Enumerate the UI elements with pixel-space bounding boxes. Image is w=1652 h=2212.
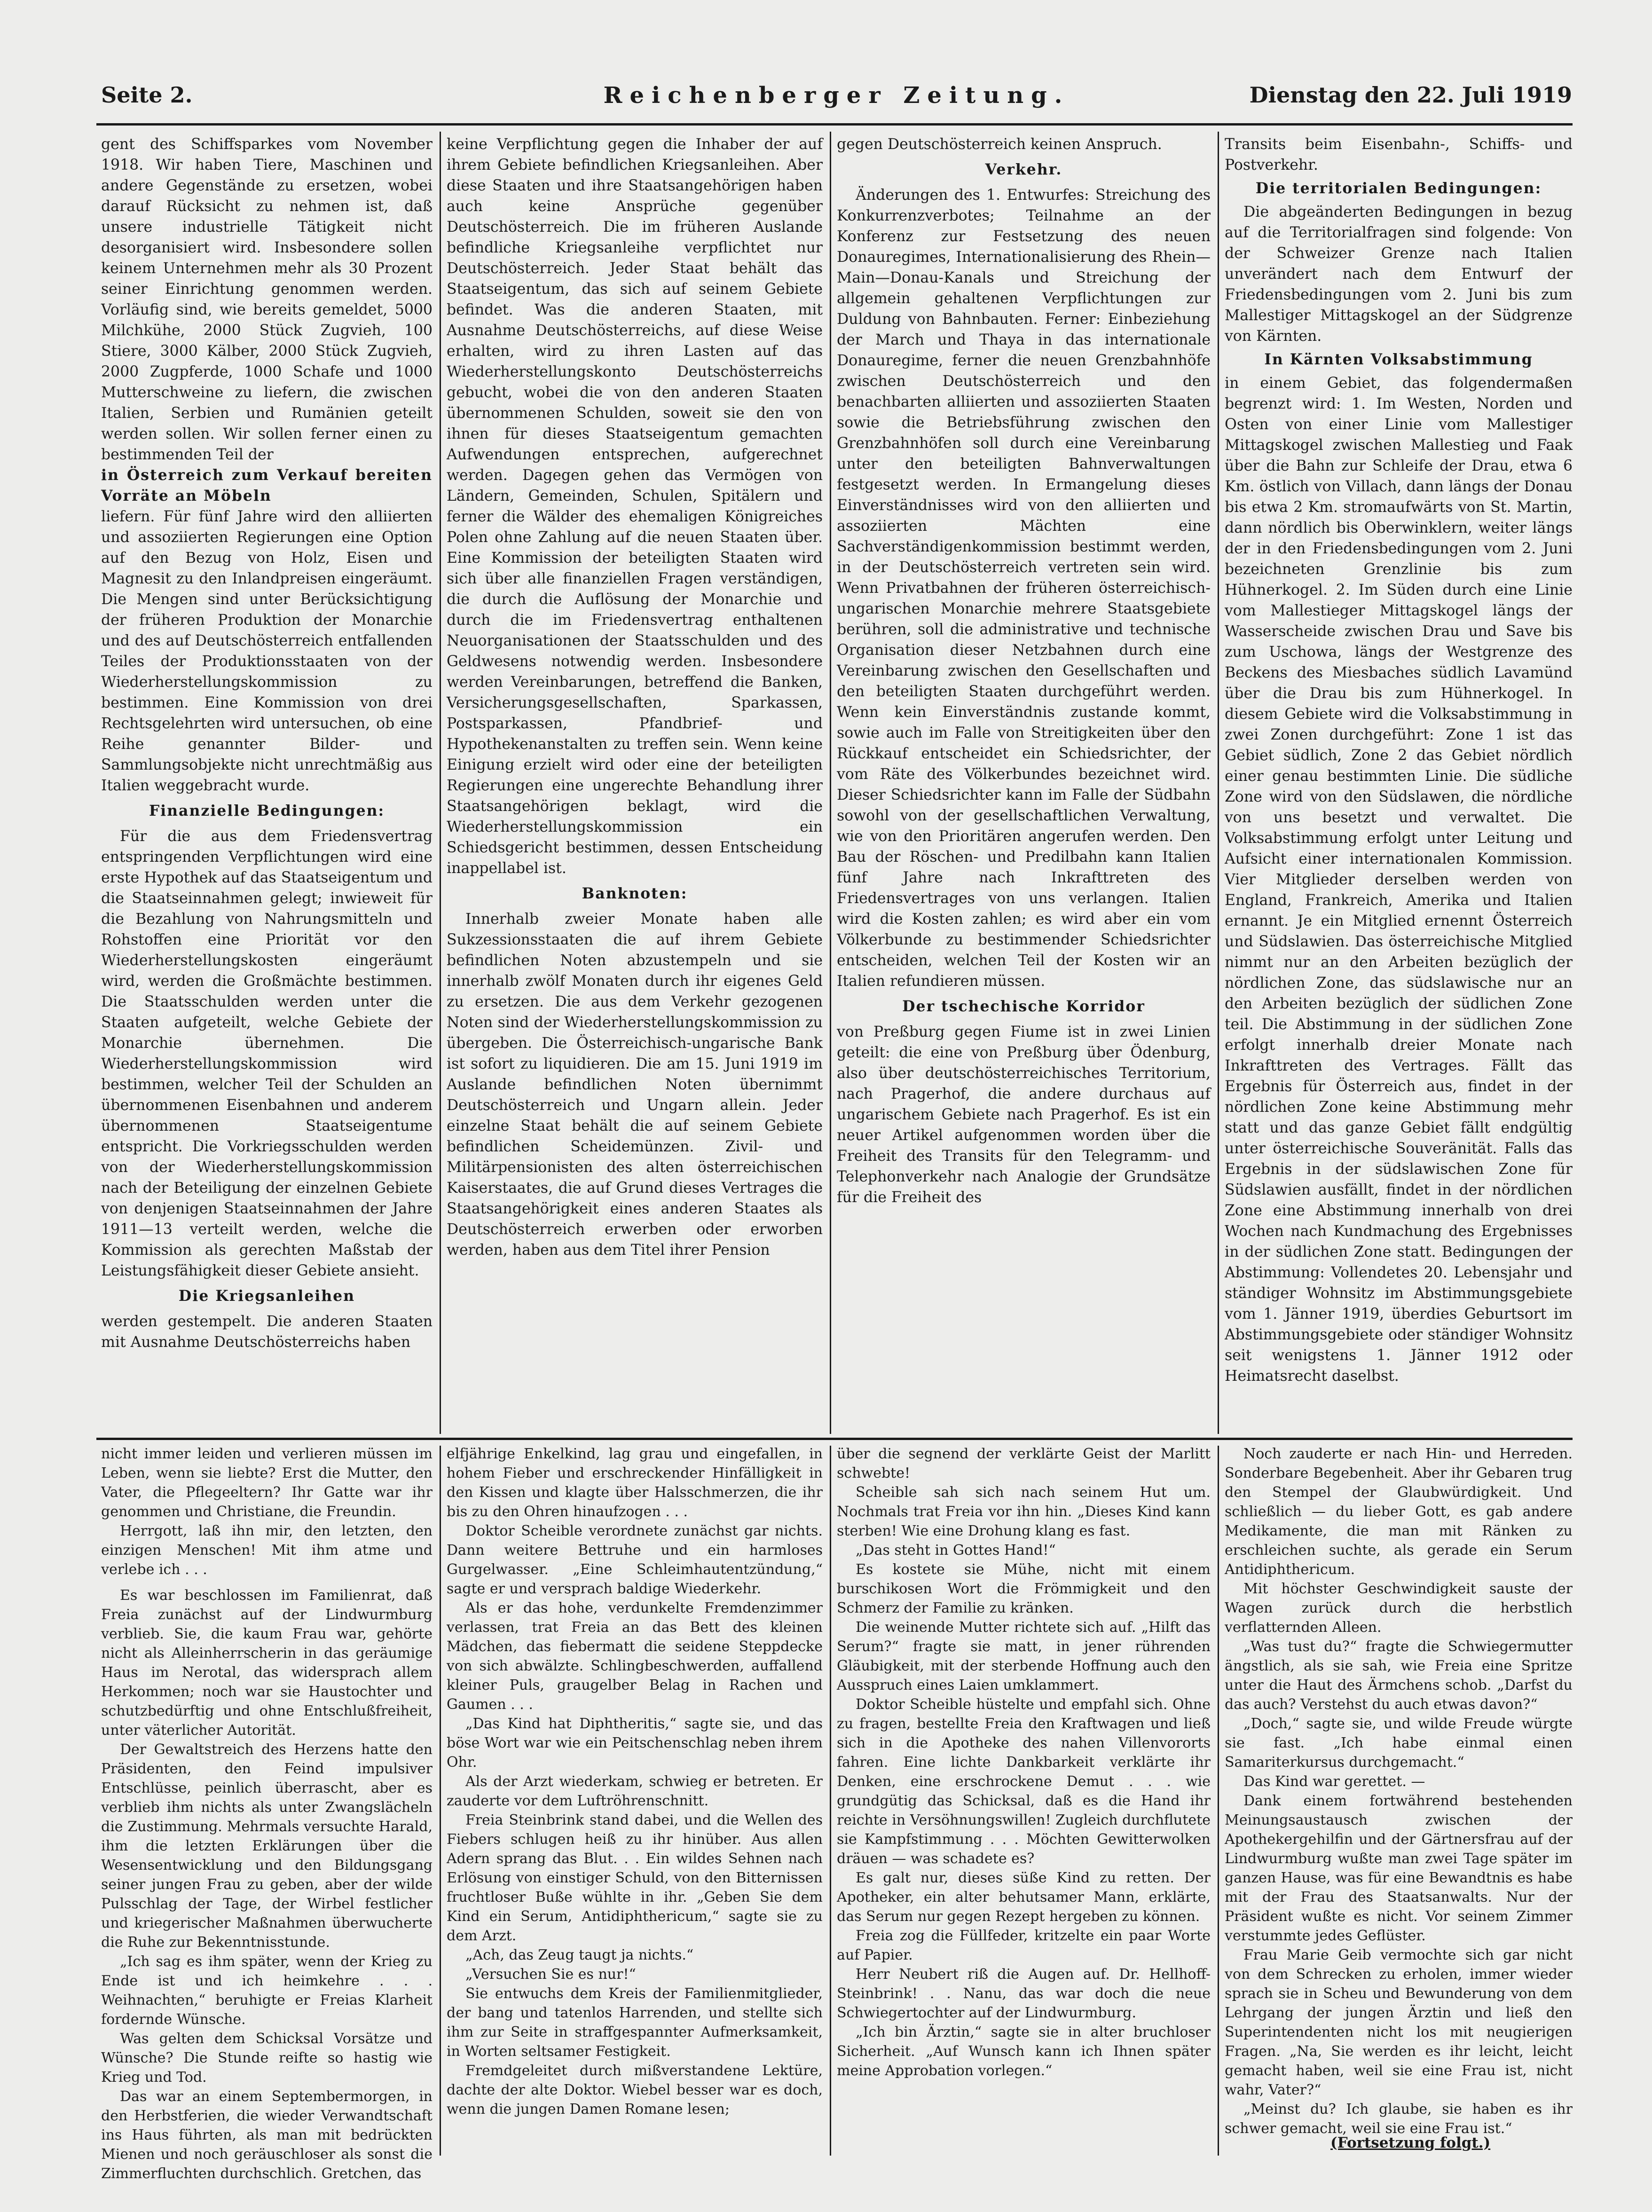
- paragraph: von Preßburg gegen Fiume ist in zwei Linien geteilt: die eine von Preßburg über Ödenburg, also über deutschösterreichisches Territorium, nach Pragerhof, die andere durchaus auf ungarischem Gebiete nach Pragerhof. Es ist ein neuer Artikel aufgenommen worden über die Freiheit des Transits für den Telegramm- und Telephonverkehr nach Analogie der Grundsätze für die Freiheit des: [837, 1023, 1211, 1206]
- paragraph: Als er das hohe, verdunkelte Fremdenzimmer verlassen, trat Freia an das Bett des kleinen Mädchen, das fiebermatt die seidene Steppdecke von sich abwälzte. Schlingbeschwerden, auffallend kleiner Puls, graugelber Belag in Rachen und Gaumen . . .: [447, 1600, 823, 1713]
- section-heading: In Kärnten Volksabstimmung: [1264, 351, 1533, 368]
- paragraph: Es kostete sie Mühe, nicht mit einem burschikosen Wort die Frömmigkeit und den Schmerz der Familie zu kränken.: [837, 1561, 1211, 1616]
- paragraph: gegen Deutschösterreich keinen Anspruch.: [837, 136, 1162, 153]
- section-heading: Die territorialen Bedingungen:: [1255, 180, 1542, 197]
- subheading: in Österreich zum Verkauf bereiten Vorräte an Möbeln: [101, 466, 433, 504]
- paragraph: Innerhalb zweier Monate haben alle Sukzessionsstaaten die auf ihrem Gebiete befindlichen Noten abzustempeln und sie innerhalb zwölf Monaten durch ihr eigenes Geld zu ersetzen. Die aus dem Verkehr gezogenen Noten sind der Wiederherstellungskommission zu übergeben. Die Österreichisch-ungarische Bank ist sofort zu liquidieren. Die am 15. Juni 1919 im Auslande befindlichen Noten übernimmt Deutschösterreich und Ungarn allein. Jeder einzelne Staat behält die auf seinem Gebiete befindlichen Scheidemünzen. Zivil- und Militärpensionisten des alten österreichischen Kaiserstaates, die auf Grund dieses Vertrages die Staatsangehörigkeit eines anderen Staates als Deutschösterreich erwerben oder erworben werden, haben aus dem Titel ihrer Pension: [447, 911, 823, 1259]
- upper-column-3: [837, 134, 1211, 1434]
- upper-column-1: [101, 134, 433, 1434]
- masthead: [101, 82, 1572, 115]
- paragraph: Herr Neubert riß die Augen auf. Dr. Hellhoff-Steinbrink! . . Nanu, das war doch die neue Schwiegertochter auf der Lindwurmburg.: [837, 1966, 1211, 2021]
- paragraph: Die weinende Mutter richtete sich auf. „Hilft das Serum?“ fragte sie matt, in jener rührenden Gläubigkeit, mit der sterbende Hoffnung auch den Ausspruch eines Laien umklammert.: [837, 1619, 1211, 1693]
- lower-column-3: [837, 1444, 1211, 2157]
- paragraph: „Ich sag es ihm später, wenn der Krieg zu Ende ist und ich heimkehre . . . Weihnachten,“ beruhigte er Freias Klarheit fordernde Wünsche.: [101, 1953, 433, 2028]
- section-heading: Verkehr.: [985, 161, 1062, 178]
- section-heading: Der tschechische Korridor: [902, 998, 1145, 1015]
- paragraph: Für die aus dem Friedensvertrag entspringenden Verpflichtungen wird eine erste Hypothek auf das Staatseigentum und die Staatseinnahmen gelegt; inwieweit für die Bezahlung von Nahrungsmitteln und Rohstoffen eine Priorität vor den Wiederherstellungskosten eingeräumt wird, werden die Großmächte bestimmen. Die Staatsschulden werden unter die Staaten aufgeteilt, welche Gebiete der Monarchie übernehmen. Die Wiederherstellungskommission wird bestimmen, welcher Teil der Schulden an übernommenen Eisenbahnen und anderem übernommenen Staatseigentume entspricht. Die Vorkriegsschulden werden von der Wiederherstellungskommission nach der Beteiligung der einzelnen Gebiete von denjenigen Staatseinnahmen der Jahre 1911—13 verteilt werden, welche die Kommission als gerechten Maßstab der Leistungsfähigkeit dieser Gebiete ansieht.: [101, 828, 433, 1279]
- paragraph: Dank einem fortwährend bestehenden Meinungsaustausch zwischen der Apothekergehilfin und der Gärtnersfrau auf der Lindwurmburg wußte man zwei Tage später im ganzen Hause, was für eine Bewandtnis es habe mit der Frau des Staatsanwalts. Nur der Präsident wußte es nicht. Vor seinem Zimmer verstummte jedes Geflüster.: [1225, 1793, 1573, 1944]
- continuation-note: (Fortsetzung folgt.): [1330, 2134, 1491, 2151]
- paragraph: Der Gewaltstreich des Herzens hatte den Präsidenten, den Feind impulsiver Entschlüsse, peinlich überrascht, aber es verblieb ihm nichts als unter Zwangslächeln die Zustimmung. Mehrmals versuchte Harald, ihm die letzten Erklärungen über die Wesensentwicklung und den Bildungsgang seiner jungen Frau zu geben, aber der wilde Pulsschlag der Tage, der Wirbel festlicher und kriegerischer Maßnahmen überwucherte die Ruhe zur Bekenntnisstunde.: [101, 1741, 433, 1951]
- lower-column-2: [447, 1444, 823, 2157]
- column-divider: [440, 132, 441, 1434]
- paragraph: in einem Gebiet, das folgendermaßen begrenzt wird: 1. Im Westen, Norden und Osten von einer Linie vom Mallestiger Mittagskogel zwischen Mallestieg und Faak über die Bahn zur Schleife der Drau, etwa 6 Km. östlich von Villach, dann längs der Donau bis etwa 2 Km. stromaufwärts von St. Martin, dann nördlich bis Oberwinklern, weiter längs der in den Friedensbedingungen vom 2. Juni bezeichneten Grenzlinie bis zum Hühnerkogel. 2. Im Süden durch eine Linie vom Mallestieger Mittagskogel längs der Wasserscheide zwischen Drau und Save bis zum Uschowa, längs der Westgrenze des Beckens des Miesbaches südlich Lavamünd über die Drau bis zum Hühnerkogel. In diesem Gebiete wird die Volksabstimmung in zwei Zonen durchgeführt: Zone 1 ist das Gebiet südlich, Zone 2 das Gebiet nördlich einer genau bestimmten Linie. Die südliche Zone wird von den Südslawen, die nördliche von uns besetzt und verwaltet. Die Volksabstimmung erfolgt unter Leitung und Aufsicht einer internationalen Kommission. Vier Mitglieder derselben werden von England, Frankreich, Amerika und Italien ernannt. Je ein Mitglied ernennt Österreich und Südslawien. Das österreichische Mitglied nimmt nur an den Arbeiten bezüglich der nördlichen Zone, das südslawische nur an den Arbeiten bezüglich der südlichen Zone teil. Die Abstimmung in der südlichen Zone erfolgt innerhalb dreier Monate nach Inkrafttreten des Vertrages. Fällt das Ergebnis für Österreich aus, findet in der nördlichen Zone keine Abstimmung mehr statt und das ganze Gebiet fällt endgültig unter österreichische Souveränität. Falls das Ergebnis in der südslawischen Zone für Südslawien ausfällt, findet in der nördlichen Zone eine Abstimmung innerhalb von drei Wochen nach Kundmachung des Ergebnisses in der südlichen Zone statt. Bedingungen der Abstimmung: Vollendetes 20. Lebensjahr und ständiger Wohnsitz im Abstimmungsgebiete vom 1. Jänner 1919, überdies Geburtsort im Abstimmungsgebiete oder ständiger Wohnsitz seit wenigstens 1. Jänner 1912 oder Heimatsrecht daselbst.: [1225, 375, 1573, 1385]
- paragraph: Was gelten dem Schicksal Vorsätze und Wünsche? Die Stunde reifte so hastig wie Krieg und Tod.: [101, 2031, 433, 2086]
- paragraph: Als der Arzt wiederkam, schwieg er betreten. Er zauderte vor dem Luftröhrenschnitt.: [447, 1773, 823, 1809]
- paragraph: Noch zauderte er nach Hin- und Herreden. Sonderbare Begebenheit. Aber ihr Gebaren trug den Stempel der Glaubwürdigkeit. Und schließlich — du lieber Gott, es gab andere Medikamente, die man mit Ränken zu erschleichen suchte, als gerade ein Serum Antidiphthericum.: [1225, 1446, 1573, 1578]
- column-divider: [1218, 132, 1219, 1434]
- paragraph: „Was tust du?“ fragte die Schwiegermutter ängstlich, als sie sah, wie Freia eine Spritze unter die Haut des Ärmchens schob. „Darfst du das auch? Verstehst du auch etwas davon?“: [1225, 1638, 1573, 1713]
- paragraph: Freia Steinbrink stand dabei, und die Wellen des Fiebers schlugen heiß zu ihr hinüber. Aus allen Adern sprang das Blut. . . Ein wildes Sehnen nach Erlösung von einstiger Schuld, von den Bitternissen fruchtloser Buße wühlte in ihr. „Geben Sie dem Kind ein Serum, Antidiphthericum,“ sagte sie zu dem Arzt.: [447, 1812, 823, 1944]
- paragraph: Scheible sah sich nach seinem Hut um. Nochmals trat Freia vor ihn hin. „Dieses Kind kann sterben! Wie eine Drohung klang es fast.: [837, 1484, 1211, 1539]
- upper-column-2: [447, 134, 823, 1434]
- paragraph: „Ach, das Zeug taugt ja nichts.“: [465, 1947, 694, 1963]
- paragraph: Freia zog die Füllfeder, kritzelte ein paar Worte auf Papier.: [837, 1928, 1211, 1963]
- paragraph: „Doch,“ sagte sie, und wilde Freude würgte sie fast. „Ich habe einmal einen Samariterkursus durchgemacht.“: [1225, 1716, 1573, 1771]
- paragraph: Die abgeänderten Bedingungen in bezug auf die Territorialfragen sind folgende: Von der Schweizer Grenze nach Italien unverändert nach dem Entwurf der Friedensbedingungen vom 2. Juni bis zum Mallestiger Mittagskogel an der Südgrenze von Kärnten.: [1225, 204, 1573, 345]
- page-number: Seite 2.: [101, 82, 193, 108]
- column-divider: [830, 1446, 831, 2156]
- issue-date: Dienstag den 22. Juli 1919: [1249, 82, 1572, 108]
- paragraph: Mit höchster Geschwindigkeit sauste der Wagen zurück durch die herbstlich verflatternden Alleen.: [1225, 1581, 1573, 1636]
- paragraph: Es galt nur, dieses süße Kind zu retten. Der Apotheker, ein alter behutsamer Mann, erklärte, das Serum nur gegen Rezept hergeben zu können.: [837, 1870, 1211, 1925]
- paragraph: „Meinst du? Ich glaube, sie haben es ihr schwer gemacht, weil sie eine Frau ist.“: [1225, 2101, 1573, 2137]
- lower-column-4: [1225, 1444, 1573, 2137]
- paragraph: „Das steht in Gottes Hand!“: [856, 1542, 1056, 1559]
- section-heading: Finanzielle Bedingungen:: [149, 802, 385, 819]
- paragraph: Sie entwuchs dem Kreis der Familienmitglieder, der bang und tatenlos Harrenden, und stellte sich ihm zur Seite in straffgespannter Aufmerksamkeit, in Worten seltsamer Festigkeit.: [447, 1985, 823, 2060]
- paragraph: nicht immer leiden und verlieren müssen im Leben, wenn sie liebte? Erst die Mutter, den Vater, die Pflegeeltern? Ihr Gatte war ihr genommen und Christiane, die Freundin.: [101, 1446, 433, 1520]
- upper-column-4: [1225, 134, 1573, 1434]
- column-divider: [440, 1446, 441, 2156]
- paragraph: Das Kind war gerettet. —: [1243, 1773, 1425, 1790]
- paragraph: „Ich bin Ärztin,“ sagte sie in alter bruchloser Sicherheit. „Auf Wunsch kann ich Ihnen später meine Approbation vorlegen.“: [837, 2024, 1211, 2079]
- column-divider: [1218, 1446, 1219, 2156]
- paragraph: gent des Schiffsparkes vom November 1918. Wir haben Tiere, Maschinen und andere Gegenstände zu ersetzen, wobei darauf Rücksicht zu nehmen ist, daß unsere industrielle Tätigkeit nicht desorganisiert wird. Insbesondere sollen keinem Unternehmen mehr als 30 Prozent seiner Einrichtung genommen werden. Vorläufig sind, wie bereits gemeldet, 5000 Milchkühe, 2000 Stück Zugvieh, 100 Stiere, 3000 Kälber, 2000 Stück Zugvieh, 2000 Zugpferde, 1000 Schafe und 1000 Mutterschweine zu liefern, die zwischen Italien, Serbien und Rumänien geteilt werden sollen. Wir sollen ferner einen zu bestimmenden Teil der: [101, 136, 433, 463]
- masthead-rule: [96, 123, 1573, 126]
- paragraph: über die segnend der verklärte Geist der Marlitt schwebte!: [837, 1446, 1211, 1481]
- paragraph: Herrgott, laß ihn mir, den letzten, den einzigen Menschen! Mit ihm atme und verlebe ich . . .: [101, 1523, 433, 1578]
- paragraph: Doktor Scheible verordnete zunächst gar nichts. Dann weitere Bettruhe und ein harmloses Gurgelwasser. „Eine Schleimhautentzündung,“ sagte er und versprach baldige Wiederkehr.: [447, 1523, 823, 1597]
- section-divider: [96, 1438, 1573, 1440]
- paragraph: Änderungen des 1. Entwurfes: Streichung des Konkurrenzverbotes; Teilnahme an der Konferenz zur Festsetzung des neuen Donauregimes, Internationalisierung des Rhein—Main—Donau-Kanals und Streichung der allgemein gehaltenen Verpflichtungen zur Duldung von Bahnbauten. Ferner: Einbeziehung der March und Thaya in das internationale Donauregime, ferner die neuen Grenzbahnhöfe zwischen Deutschösterreich und den benachbarten alliierten und assoziierten Staaten sowie die Betriebsführung zwischen den Grenzbahnhöfen soll durch eine Vereinbarung unter den beteiligten Bahnverwaltungen festgesetzt werden. In Ermangelung dieses Einverständnisses wird von den alliierten und assoziierten Mächten eine Sachverständigenkommission bestimmt werden, in der Deutschösterreich vertreten sein wird. Wenn Privatbahnen der früheren österreichisch-ungarischen Monarchie mehrere Staatsgebiete berühren, soll die administrative und technische Organisation dieser Netzbahnen durch eine Vereinbarung zwischen den Gesellschaften und den beteiligten Staaten durchgeführt werden. Wenn kein Einverständnis zustande kommt, sowie auch im Falle von Streitigkeiten über den Rückkauf entscheidet ein Schiedsrichter, der vom Räte des Völkerbundes bezeichnet wird. Dieser Schiedsrichter kann im Falle der Südbahn sowohl von der gesellschaftlichen Verwaltung, wie von den Prioritären angerufen werden. Den Bau der Röschen- und Predilbahn kann Italien fünf Jahre nach Inkrafttreten des Friedensvertrages von uns verlangen. Italien wird die Kosten zahlen; es wird aber ein vom Völkerbunde zu bestimmender Schiedsrichter entscheiden, welchen Teil der Kosten wir an Italien refundieren müssen.: [837, 187, 1211, 990]
- paragraph: Doktor Scheible hüstelte und empfahl sich. Ohne zu fragen, bestellte Freia den Kraftwagen und ließ sich in die Apotheke des nahen Villenvororts fahren. Eine lichte Dankbarkeit verklärte ihr Denken, eine erschrockene Demut . . . wie grundgütig das Schicksal, daß es die Hand ihr reichte in Versöhnungswillen! Zugleich durchflutete sie Kampfstimmung . . . Möchten Gewitterwolken dräuen — was schadete es?: [837, 1696, 1211, 1867]
- paragraph: „Versuchen Sie es nur!“: [465, 1966, 636, 1983]
- paragraph: liefern. Für fünf Jahre wird den alliierten und assoziierten Regierungen eine Option auf den Bezug von Holz, Eisen und Magnesit zu den Inlandpreisen eingeräumt. Die Mengen sind unter Berücksichtigung der früheren Produktion der Monarchie und des auf Deutschösterreich entfallenden Teiles der Produktionsstaaten von der Wiederherstellungskommission zu bestimmen. Eine Kommission von drei Rechtsgelehrten wird untersuchen, ob eine Reihe genannter Bilder- und Sammlungsobjekte nicht unrechtmäßig aus Italien weggebracht wurde.: [101, 508, 433, 794]
- paragraph: Es war beschlossen im Familienrat, daß Freia zunächst auf der Lindwurmburg verblieb. Sie, die kaum Frau war, gehörte nicht als Alleinherrscherin in das geräumige Haus im Nerotal, das widersprach allem Herkommen; noch war sie Haustochter und schutzbedürftig und ohne Entschlußfreiheit, unter väterlicher Autorität.: [101, 1587, 433, 1739]
- paragraph: werden gestempelt. Die anderen Staaten mit Ausnahme Deutschösterreichs haben: [101, 1313, 433, 1351]
- paragraph: Frau Marie Geib vermochte sich gar nicht von dem Schrecken zu erholen, immer wieder sprach sie in Scheu und Bewunderung von dem Lehrgang der jungen Ärztin und ließ den Superintendenten nicht los mit neugierigen Fragen. „Na, Sie werden es ihr leicht, leicht gemacht haben, weil sie eine Frau ist, nicht wahr, Vater?“: [1225, 1947, 1573, 2098]
- newspaper-title: Reichenberger Zeitung.: [603, 82, 1070, 109]
- paragraph: Transits beim Eisenbahn-, Schiffs- und Postverkehr.: [1225, 136, 1573, 173]
- section-heading: Die Kriegsanleihen: [178, 1287, 355, 1305]
- paragraph: Das war an einem Septembermorgen, in den Herbstferien, die wieder Verwandtschaft ins Haus führten, als man mit bedrückten Mienen und noch geräuschloser als sonst die Zimmerfluchten durchschlich. Gretchen, das: [101, 2088, 433, 2182]
- paragraph: keine Verpflichtung gegen die Inhaber der auf ihrem Gebiete befindlichen Kriegsanleihen. Aber diese Staaten und ihre Staatsangehörigen haben auch keine Ansprüche gegenüber Deutschösterreich. Die im früheren Auslande befindliche Kriegsanleihe verpflichtet nur Deutschösterreich. Jeder Staat behält das Staatseigentum, das sich auf seinem Gebiete befindet. Was die anderen Staaten, mit Ausnahme Deutschösterreichs, auf diese Weise erhalten, wird zu ihren Lasten auf das Wiederherstellungskonto Deutschösterreichs gebucht, wobei die von den anderen Staaten übernommenen Schulden, soweit sie den von ihnen für dieses Staatseigentum gemachten Aufwendungen entsprechen, aufgerechnet werden. Dagegen gehen das Vermögen von Ländern, Gemeinden, Schulen, Spitälern und ferner die Wälder des ehemaligen Königreiches Polen ohne Zahlung auf die neuen Staaten über. Eine Kommission der beteiligten Staaten wird sich über alle finanziellen Fragen verständigen, die durch die Auflösung der Monarchie und durch die im Friedensvertrag enthaltenen Neuorganisationen der Staatsschulden und des Geldwesens notwendig werden. Insbesondere werden Vereinbarungen, betreffend die Banken, Versicherungsgesellschaften, Sparkassen, Postsparkassen, Pfandbrief- und Hypothekenanstalten zu treffen sein. Wenn keine Einigung erzielt wird oder eine der beteiligten Regierungen eine ungerechte Behandlung ihrer Staatsangehörigen beklagt, wird die Wiederherstellungskommission ein Schiedsgericht bestimmen, dessen Entscheidung inappellabel ist.: [447, 136, 823, 877]
- paragraph: elfjährige Enkelkind, lag grau und eingefallen, in hohem Fieber und erschreckender Hinfälligkeit in den Kissen und klagte über Halsschmerzen, die ihr bis zu den Ohren hinaufzogen . . .: [447, 1446, 823, 1520]
- paragraph: Fremdgeleitet durch mißverstandene Lektüre, dachte der alte Doktor. Wiebel besser war es doch, wenn die jungen Damen Romane lesen;: [447, 2062, 823, 2118]
- section-heading: Banknoten:: [582, 885, 688, 902]
- lower-column-1: [101, 1444, 433, 2182]
- paragraph: „Das Kind hat Diphtheritis,“ sagte sie, und das böse Wort war wie ein Peitschenschlag neben ihrem Ohr.: [447, 1716, 823, 1771]
- column-divider: [830, 132, 831, 1434]
